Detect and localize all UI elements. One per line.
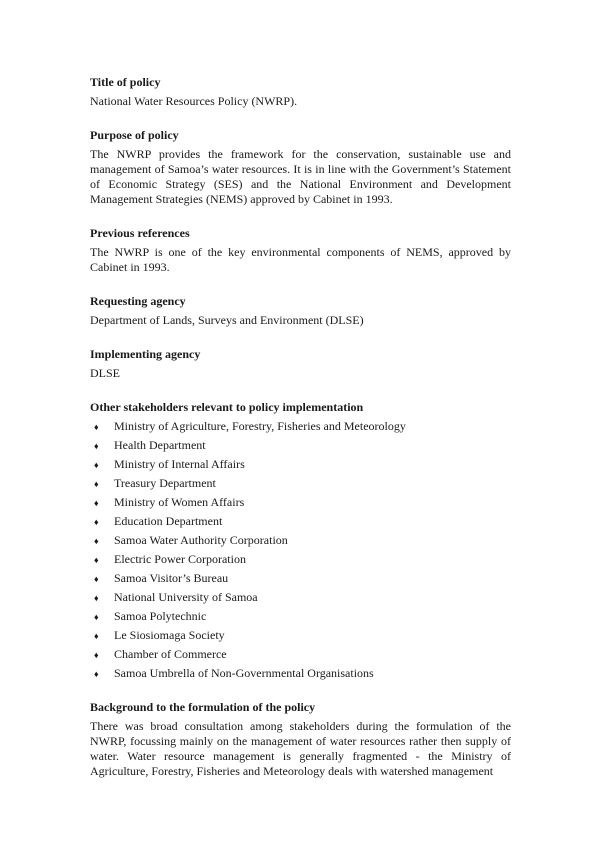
document-section: [90, 128, 511, 207]
document-section: [90, 400, 511, 681]
list-item-label: Health Department: [114, 438, 206, 452]
section-heading: Other stakeholders relevant to policy implementation: [90, 400, 364, 414]
list-item: [90, 590, 511, 605]
diamond-bullet-icon: ♦: [94, 479, 99, 489]
section-body: [90, 366, 511, 381]
list-item-label: Samoa Visitor’s Bureau: [114, 571, 229, 585]
document-section: [90, 75, 511, 109]
section-heading: Previous references: [90, 226, 190, 240]
paragraph: The NWRP is one of the key environmental components of NEMS, approved by Cabinet in 1993.: [90, 245, 511, 274]
list-item: [90, 647, 511, 662]
list-item-label: Ministry of Internal Affairs: [114, 457, 245, 471]
diamond-bullet-icon: ♦: [94, 422, 99, 432]
section-heading: Implementing agency: [90, 347, 201, 361]
list-item: [90, 457, 511, 472]
diamond-bullet-icon: ♦: [94, 498, 99, 508]
document-section: [90, 347, 511, 381]
paragraph: National Water Resources Policy (NWRP).: [90, 94, 298, 108]
section-body: [90, 94, 511, 109]
diamond-bullet-icon: ♦: [94, 631, 99, 641]
list-item: [90, 571, 511, 586]
diamond-bullet-icon: ♦: [94, 536, 99, 546]
section-heading: Title of policy: [90, 75, 161, 89]
diamond-bullet-icon: ♦: [94, 555, 99, 565]
list-item-label: Samoa Water Authority Corporation: [114, 533, 288, 547]
list-item-label: Chamber of Commerce: [114, 647, 227, 661]
list-item-label: Education Department: [114, 514, 223, 528]
section-heading: Requesting agency: [90, 294, 186, 308]
list-item: [90, 514, 511, 529]
diamond-bullet-icon: ♦: [94, 441, 99, 451]
diamond-bullet-icon: ♦: [94, 574, 99, 584]
section-body: [90, 313, 511, 328]
list-item: [90, 533, 511, 548]
section-body: [90, 419, 511, 681]
list-item: [90, 495, 511, 510]
section-body: [90, 147, 511, 207]
diamond-bullet-icon: ♦: [94, 593, 99, 603]
section-heading: Background to the formulation of the policy: [90, 700, 316, 714]
diamond-bullet-icon: ♦: [94, 517, 99, 527]
document-section: [90, 294, 511, 328]
list-item-label: Samoa Polytechnic: [114, 609, 207, 623]
list-item-label: Treasury Department: [114, 476, 216, 490]
paragraph: The NWRP provides the framework for the conservation, sustainable use and management of Samoa’s water resources. It is in line with the Government’s Statement of Economic Strategy (SES) and the National Environment and Development Management Strategies (NEMS) approved by Cabinet in 1993.: [90, 147, 511, 206]
list-item-label: Ministry of Agriculture, Forestry, Fisheries and Meteorology: [114, 419, 406, 433]
section-body: [90, 245, 511, 275]
list-item-label: Le Siosiomaga Society: [114, 628, 225, 642]
paragraph: DLSE: [90, 366, 120, 380]
diamond-bullet-icon: ♦: [94, 612, 99, 622]
list-item: [90, 419, 511, 434]
list-item: [90, 628, 511, 643]
paragraph: Department of Lands, Surveys and Environment (DLSE): [90, 313, 364, 327]
diamond-bullet-icon: ♦: [94, 650, 99, 660]
list-item: [90, 438, 511, 453]
list-item: [90, 609, 511, 624]
section-body: [90, 719, 511, 779]
list-item: [90, 476, 511, 491]
list-item-label: Electric Power Corporation: [114, 552, 246, 566]
document-section: [90, 226, 511, 275]
list-item-label: Ministry of Women Affairs: [114, 495, 245, 509]
paragraph: There was broad consultation among stakeholders during the formulation of the NWRP, focussing mainly on the management of water resources rather then supply of water. Water resource management is generally fragmented - the Ministry of Agriculture, Forestry, Fisheries and Meteorology deals with watershed management: [90, 719, 511, 778]
list-item: [90, 666, 511, 681]
list-item: [90, 552, 511, 567]
list-item-label: Samoa Umbrella of Non-Governmental Organisations: [114, 666, 374, 680]
list-item-label: National University of Samoa: [114, 590, 258, 604]
diamond-bullet-icon: ♦: [94, 669, 99, 679]
section-heading: Purpose of policy: [90, 128, 179, 142]
document-section: [90, 700, 511, 779]
diamond-bullet-icon: ♦: [94, 460, 99, 470]
stakeholder-list: [90, 419, 511, 681]
